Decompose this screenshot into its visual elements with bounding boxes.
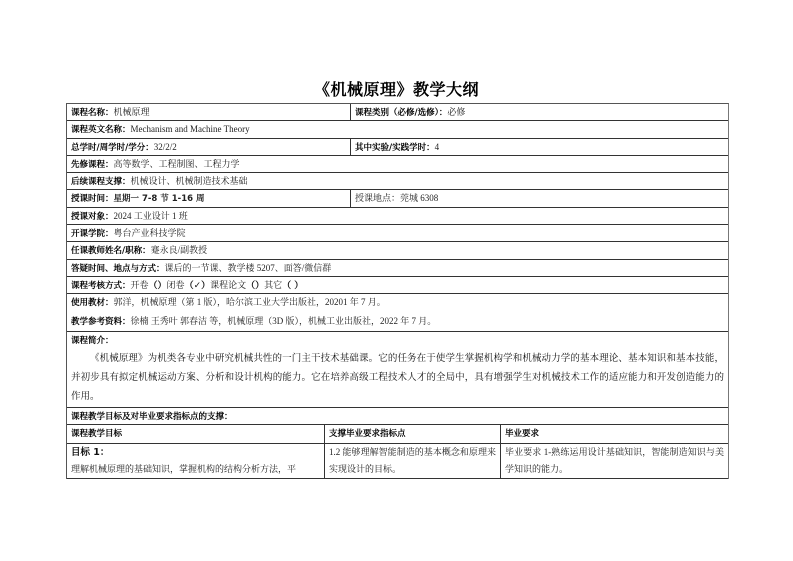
followup-cell <box>67 173 728 189</box>
hours-label: 总学时/周学时/学分： <box>71 142 154 153</box>
followup-label: 后续课程支撑： <box>71 177 131 188</box>
schedule-label: 授课时间： <box>71 194 114 205</box>
lab-hours-label: 其中实验/实践学时： <box>355 142 435 153</box>
intro-label: 课程简介： <box>71 336 114 347</box>
qa-cell <box>67 260 728 276</box>
requirement-text: 毕业要求 1-熟练运用设计基础知识，智能制造知识与美学知识的能力。 <box>505 446 724 474</box>
row-schedule <box>67 190 728 207</box>
location-value: 莞城 6308 <box>400 193 439 204</box>
row-qa <box>67 260 728 277</box>
syllabus-table <box>66 103 729 479</box>
audience-cell <box>67 208 728 224</box>
teacher-value: 蹇永良/副教授 <box>150 245 208 256</box>
course-type-cell <box>351 104 728 120</box>
assessment-option-closed-book: 闭卷 <box>166 279 185 290</box>
college-value: 粤台产业科技学院 <box>113 228 186 239</box>
header-indicator-text: 支撑毕业要求指标点 <box>329 429 406 440</box>
qa-value: 课后的一节课、教学楼 5207、面答/微信群 <box>164 262 332 273</box>
row-prerequisites <box>67 156 728 173</box>
assessment-option-paper: 课程论文 <box>210 279 247 290</box>
location-cell <box>351 190 728 206</box>
audience-label: 授课对象： <box>71 211 114 222</box>
row-english-name <box>67 121 728 138</box>
college-label: 开课学院： <box>71 229 114 240</box>
indicator-text: 1.2 能够理解智能制造的基本概念和原理来实现设计的目标。 <box>329 446 496 474</box>
prerequisites-value: 高等数学、工程制图、工程力学 <box>113 158 240 169</box>
college-cell <box>67 225 728 241</box>
english-name-label: 课程英文名称： <box>71 125 131 136</box>
row-assessment <box>67 277 728 294</box>
course-name-cell <box>67 104 351 120</box>
header-goal-text: 课程教学目标 <box>71 429 123 440</box>
objectives-section-label: 课程教学目标及对毕业要求指标点的支撑： <box>71 412 233 423</box>
objectives-header-requirement <box>501 425 728 442</box>
textbook-value: 郭洋，机械原理（第 1 版），哈尔滨工业大学出版社，20201 年 7 月。 <box>113 297 386 308</box>
objectives-header-indicator <box>325 425 501 442</box>
lab-hours-value: 4 <box>434 141 440 152</box>
row-hours <box>67 139 728 156</box>
row-course-name <box>67 104 728 121</box>
requirement-cell <box>501 444 728 478</box>
course-type-label: 课程类别（必修/选修）： <box>355 108 448 118</box>
references-line <box>67 313 728 331</box>
references-value: 徐楠 王秀叶 郭春洁 等，机械原理（3D 版），机械工业出版社，2022 年 7 月。 <box>130 315 437 326</box>
intro-text: 《机械原理》为机类各专业中研究机械共性的一门主干技术基础课。它的任务在于使学生掌握机构学和机械动力学的基本理论、基本知识和基本技能，并初步具有拟定机械运动方案、分析和设计机构的能力。它在培养高级工程技术人才的全局中，具有增强学生对机械技术工作的适应能力和开发创造能力的作用。 <box>71 354 724 403</box>
assessment-option-other: 其它 <box>264 279 283 290</box>
objectives-header-row <box>67 425 728 443</box>
row-followup <box>67 173 728 190</box>
row-materials <box>67 294 728 332</box>
goal-text: 理解机械原理的基础知识，掌握机构的结构分析方法，平 <box>71 463 297 474</box>
followup-value: 机械设计、机械制造技术基础 <box>130 176 248 187</box>
references-label: 教学参考资料： <box>71 316 131 327</box>
intro-cell <box>67 332 728 407</box>
objectives-row <box>67 444 728 479</box>
objectives-label-cell <box>67 408 728 424</box>
schedule-value: 星期一 7-8 节 1-16 周 <box>113 194 205 205</box>
row-teacher <box>67 242 728 259</box>
row-intro <box>67 332 728 408</box>
row-college <box>67 225 728 242</box>
qa-label: 答疑时间、地点与方式： <box>71 263 165 274</box>
prerequisites-label: 先修课程： <box>71 159 114 170</box>
row-audience <box>67 208 728 225</box>
assessment-mark-paper: （） <box>246 280 265 291</box>
assessment-mark-closed-book: （✓） <box>184 280 211 291</box>
header-requirement-text: 毕业要求 <box>505 429 540 440</box>
page-title: 《机械原理》教学大纲 <box>313 80 479 99</box>
materials-cell <box>67 294 728 331</box>
intro-heading <box>67 332 728 350</box>
indicator-cell <box>325 444 501 478</box>
teacher-cell <box>67 242 728 258</box>
textbook-label: 使用教材： <box>71 298 114 309</box>
assessment-cell <box>67 277 728 293</box>
assessment-option-open-book: 开卷 <box>130 279 149 290</box>
assessment-mark-open-book: （） <box>148 280 167 291</box>
location-label: 授课地点： <box>355 193 401 204</box>
english-name-cell <box>67 121 728 137</box>
row-objectives-label <box>67 408 728 425</box>
hours-value: 32/2/2 <box>153 141 177 152</box>
english-name-value: Mechanism and Machine Theory <box>130 124 250 135</box>
prerequisites-cell <box>67 156 728 172</box>
objectives-header-goal <box>67 425 325 442</box>
textbook-line <box>67 294 728 312</box>
schedule-cell <box>67 190 351 206</box>
course-name-value: 机械原理 <box>113 107 150 117</box>
assessment-label: 课程考核方式： <box>71 280 131 291</box>
audience-value: 2024 工业设计 1 班 <box>113 210 188 221</box>
lab-hours-cell <box>351 139 728 155</box>
course-name-label: 课程名称： <box>71 108 114 118</box>
assessment-mark-other: （ ） <box>282 280 304 291</box>
goal-cell <box>67 444 325 478</box>
goal-title: 目标 1： <box>71 446 110 458</box>
teacher-label: 任课教师姓名/职称： <box>71 246 151 257</box>
course-type-value: 必修 <box>447 107 466 117</box>
hours-cell <box>67 139 351 155</box>
